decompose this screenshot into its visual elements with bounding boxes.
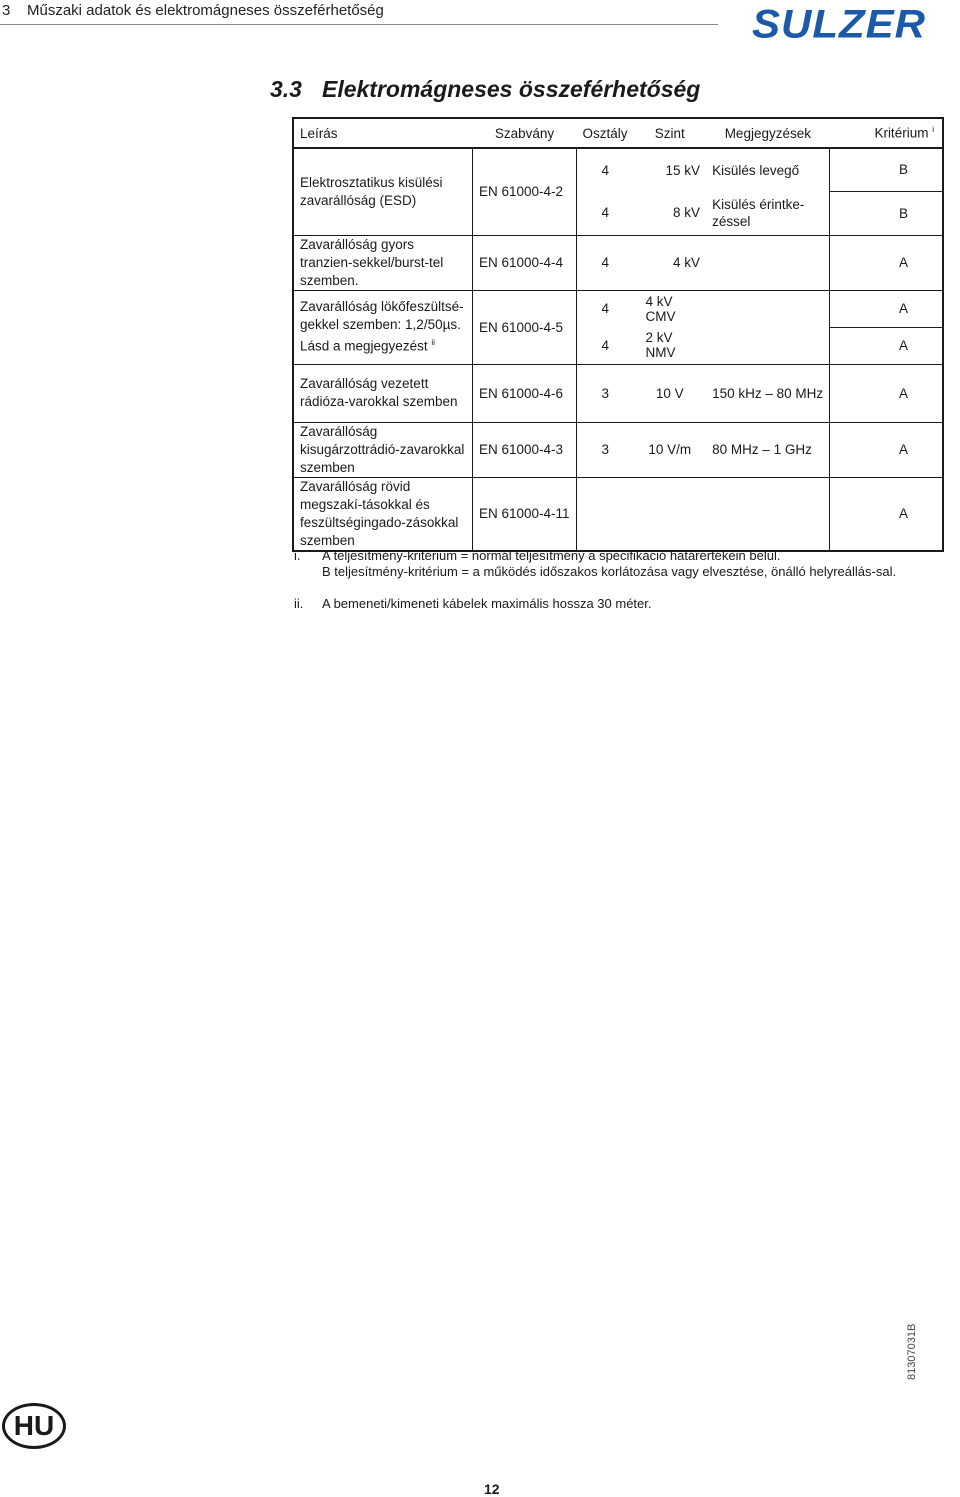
- kriterium-label: Kritérium: [874, 125, 929, 141]
- row-surge-krit-2: A: [830, 327, 943, 364]
- surge-footnote-ref: ii: [431, 338, 435, 348]
- table-row: [293, 364, 943, 422]
- table-row: [293, 422, 943, 477]
- row-surge-desc: [293, 290, 472, 364]
- col-header-osztaly: Osztály: [577, 118, 634, 148]
- page-number: 12: [484, 1481, 500, 1497]
- col-header-leiras: Leírás: [293, 118, 472, 148]
- row-esd-osztaly-2: 4: [601, 205, 610, 221]
- row-esd-megj-2: Kisülés érintke-zéssel: [712, 196, 805, 229]
- header-rule: [0, 24, 718, 25]
- row-conducted-std: EN 61000-4-6: [472, 364, 576, 422]
- row-surge-krit-1: A: [830, 290, 943, 327]
- row-esd-desc: Elektrosztatikus kisülési zavarállóság (ESD): [293, 148, 472, 235]
- footnote-i-line2: B teljesítmény-kritérium = a működés időszakos korlátozása vagy elvesztése, önálló helyreállás-sal.: [322, 564, 897, 579]
- row-radiated-desc: Zavarállóság kisugárzottrádió-zavarokkal szemben: [293, 422, 472, 477]
- table-row: [293, 148, 943, 191]
- row-surge-osztaly-2: 4: [601, 337, 610, 353]
- row-radiated-std: EN 61000-4-3: [472, 422, 576, 477]
- row-radiated-osztaly: 3: [577, 422, 634, 477]
- row-esd-osztaly-1: 4: [601, 162, 610, 178]
- row-conducted-megj: 150 kHz – 80 MHz: [706, 364, 830, 422]
- logo-text: SULZER: [752, 1, 926, 46]
- table-row: [293, 235, 943, 290]
- row-radiated-krit: A: [830, 422, 943, 477]
- row-surge-szint-1: 4 kV CMV: [634, 290, 707, 327]
- footnotes: [292, 548, 932, 612]
- language-badge: HU: [2, 1403, 66, 1449]
- footnote-ii-mark: ii.: [294, 596, 304, 611]
- footnote-i-line1: A teljesítmény-kritérium = normál teljesítmény a specifikáció határértékein belül.: [322, 548, 781, 563]
- row-surge-megj-1: [706, 290, 830, 327]
- sulzer-logo: [752, 1, 944, 46]
- row-esd-krit-1: B: [830, 148, 943, 191]
- chapter-number: 3: [2, 2, 11, 19]
- row-surge-std: EN 61000-4-5: [472, 290, 576, 364]
- row-esd-std: EN 61000-4-2: [472, 148, 576, 235]
- row-surge-megj-2: [706, 327, 830, 364]
- table-row: [293, 290, 943, 327]
- row-dips-std: EN 61000-4-11: [472, 477, 576, 551]
- row-conducted-desc: Zavarállóság vezetett rádióza-varokkal szemben: [293, 364, 472, 422]
- section-number: 3.3: [270, 76, 302, 102]
- kriterium-footnote-ref: i: [932, 125, 934, 135]
- document-code: 81307031B: [906, 1323, 918, 1380]
- row-burst-megj: [706, 235, 830, 290]
- row-esd-megj-1: Kisülés levegő: [712, 162, 800, 178]
- row-surge-szint-2: 2 kV NMV: [645, 330, 676, 361]
- page-header: [0, 0, 960, 60]
- footnote-i-mark: i.: [294, 548, 301, 563]
- row-esd-szint-1: 15 kV: [665, 162, 701, 178]
- col-header-szabvany: Szabvány: [472, 118, 576, 148]
- row-surge-desc-text: Zavarállóság lökőfeszültsé-gekkel szemben: 1,2/50µs. Lásd a megjegyezést: [300, 299, 464, 354]
- table-row: [293, 477, 943, 551]
- col-header-kriterium: [830, 118, 943, 148]
- row-esd-szint-2: 8 kV: [673, 205, 701, 221]
- row-conducted-szint: 10 V: [634, 364, 707, 422]
- section-heading: [270, 76, 700, 103]
- footnote-ii: [292, 596, 932, 612]
- row-radiated-megj: 80 MHz – 1 GHz: [706, 422, 830, 477]
- row-dips-osztaly: [577, 477, 634, 551]
- chapter-title: Műszaki adatok és elektromágneses összeférhetőség: [27, 2, 384, 19]
- col-header-megjegyzesek: Megjegyzések: [706, 118, 830, 148]
- row-burst-krit: A: [830, 235, 943, 290]
- emc-table: [292, 117, 944, 552]
- row-burst-std: EN 61000-4-4: [472, 235, 576, 290]
- row-dips-desc: Zavarállóság rövid megszakí-tásokkal és feszültségingado-zásokkal szemben: [293, 477, 472, 551]
- row-dips-megj: [706, 477, 830, 551]
- row-radiated-szint: 10 V/m: [634, 422, 707, 477]
- row-esd-krit-2: B: [830, 191, 943, 235]
- footnote-i: [292, 548, 932, 580]
- section-title: Elektromágneses összeférhetőség: [321, 76, 701, 102]
- row-dips-szint: [634, 477, 707, 551]
- row-surge-osztaly-1: 4: [577, 290, 634, 327]
- footnote-ii-line: A bemeneti/kimeneti kábelek maximális hossza 30 méter.: [322, 596, 652, 611]
- row-burst-osztaly: 4: [577, 235, 634, 290]
- row-burst-szint: 4 kV: [634, 235, 707, 290]
- table-header-row: [293, 118, 943, 148]
- row-conducted-krit: A: [830, 364, 943, 422]
- row-burst-desc: Zavarállóság gyors tranzien-sekkel/burst-tel szemben.: [293, 235, 472, 290]
- row-conducted-osztaly: 3: [577, 364, 634, 422]
- row-dips-krit: A: [830, 477, 943, 551]
- col-header-szint: Szint: [634, 118, 707, 148]
